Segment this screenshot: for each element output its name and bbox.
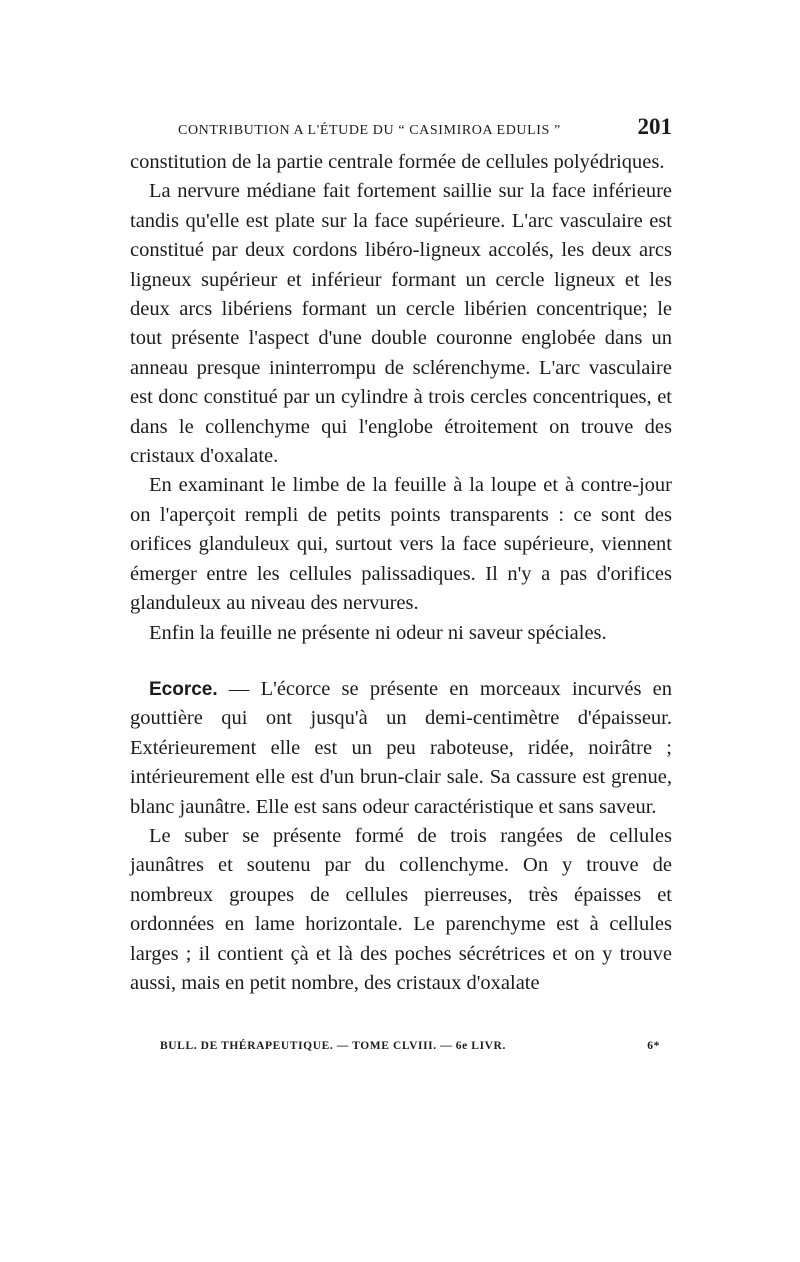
paragraph-nervure: La nervure médiane fait fortement saillie sur la face inférieure tandis qu'elle est plate sur la face supérieure. L'arc vasculaire est constitué par deux cordons libéro-ligneux accolés, les deux arcs ligneux supérieur et inférieur formant un cercle ligneux et les deux arcs libériens formant un cercle libérien concentrique; le tout présente l'aspect d'une double couronne englobée dans un anneau presque ininterrompu de sclérenchyme. L'arc vasculaire est donc constitué par un cylindre à trois cercles concentriques, et dans le collenchyme qui l'englobe étroitement on trouve des cristaux d'oxalate.	[130, 180, 672, 468]
ecorce-text: — L'écorce se présente en morceaux incurvés en gouttière qui ont jusqu'à un demi-centimètre d'épaisseur. Extérieurement elle est un peu raboteuse, ridée, noirâtre ; intérieurement elle est d'un brun-clair sale. Sa cassure est grenue, blanc jaunâtre. Elle est sans odeur caractéristique et sans saveur.	[130, 677, 672, 818]
paragraph-odeur: Enfin la feuille ne présente ni odeur ni saveur spéciales.	[149, 621, 607, 644]
paragraph-ecorce	[130, 675, 672, 822]
section-label-ecorce: Ecorce.	[149, 678, 218, 700]
page-header	[178, 114, 672, 144]
body-text	[130, 148, 672, 998]
signature-line: BULL. DE THÉRAPEUTIQUE. — TOME CLVIII. — 6e LIVR.	[160, 1040, 506, 1052]
signature-mark: 6*	[647, 1040, 660, 1052]
running-head: CONTRIBUTION A L'ÉTUDE DU “ CASIMIROA EDULIS ”	[178, 123, 561, 138]
paragraph-continuation: constitution de la partie centrale formée de cellules polyédriques.	[130, 151, 665, 173]
page-footer	[160, 1040, 660, 1052]
page-number: 201	[637, 114, 672, 139]
paragraph-limbe: En examinant le limbe de la feuille à la loupe et à contre-jour on l'aperçoit rempli de petits points transparents : ce sont des orifices glanduleux qui, surtout vers la face supérieure, viennent émerger entre les cellules palissadiques. Il n'y a pas d'orifices glanduleux au niveau des nervures.	[130, 474, 672, 615]
paragraph-suber: Le suber se présente formé de trois rangées de cellules jaunâtres et soutenu par du collenchyme. On y trouve de nombreux groupes de cellules pierreuses, très épaisses et ordonnées en lame horizontale. Le parenchyme est à cellules larges ; il contient çà et là des poches sécrétrices et on y trouve aussi, mais en petit nombre, des cristaux d'oxalate	[130, 824, 672, 994]
